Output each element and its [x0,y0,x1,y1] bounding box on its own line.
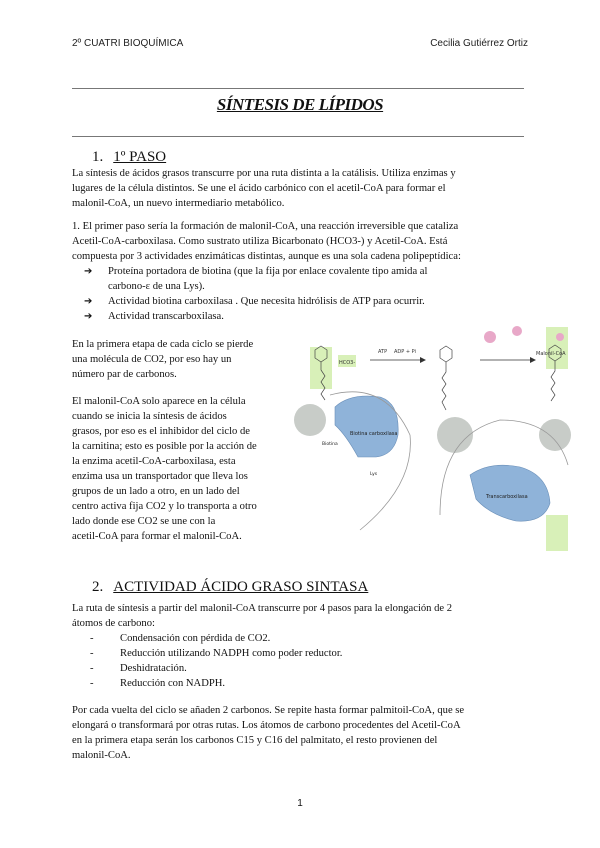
page-number: 1 [297,798,303,809]
list-item [72,294,427,309]
list-item [72,264,427,294]
section1-title: 1º PASO [113,149,167,165]
elongation-steps [72,631,342,691]
text-line: La síntesis de ácidos grasos transcurre por una ruta distinta a la catálisis. Utiliza enzimas y [72,168,456,179]
list-item-text: Actividad transcarboxilasa. [108,311,224,322]
text-line: la carnitina; esto es posible por la acción de [72,441,257,452]
section1-intro [72,166,528,211]
section1-number: 1. [92,149,104,165]
title-rule-bottom [72,136,524,137]
text-line: 1. El primer paso sería la formación de malonil-CoA, una reacción irreversible que cataliza [72,221,459,232]
acc-mechanism-figure [290,325,580,565]
page-title: SÍNTESIS DE LÍPIDOS [216,95,384,114]
section2-title: ACTIVIDAD ÁCIDO GRASO SINTASA [113,579,369,595]
activities-list [72,264,427,324]
section2-intro [72,601,528,631]
section2-heading [92,579,368,596]
list-item-text: Actividad biotina carboxilasa . Que necesita hidrólisis de ATP para ocurrir. [108,296,425,307]
header-left: 2º CUATRI BIOQUÍMICA [72,38,184,49]
text-line: lado donde ese CO2 se une con la [72,516,216,527]
enzyme-sphere-right [539,419,571,451]
section1-step [72,219,528,264]
arrow-1-head [420,357,426,363]
arrow-2-head [530,357,536,363]
left-column-b [72,394,292,544]
atp-label: ATP [378,349,388,355]
text-line: compuesta por 3 actividades enzimáticas distintas, aunque es una sola cadena polipeptídica: [72,251,461,262]
list-item: - Condensación con pérdida de CO2. [72,631,342,646]
text-line: En la primera etapa de cada ciclo se pierde [72,339,254,350]
section1-heading [92,149,166,166]
list-item-text: Proteína portadora de biotina (que la fija por enlace covalente tipo amida al [108,266,428,277]
biotin-highlight-bottom [546,515,568,551]
title-rule-top [72,88,524,89]
malonyl-highlight [546,327,568,369]
biotina-label: Biotina [322,442,338,447]
malonyl-marker [556,333,564,341]
text-line: en la primera etapa serán los carbonos C15 y C16 del palmitato, el resto provienen del [72,735,438,746]
text-line: malonil-CoA, un nuevo intermediario metabólico. [72,198,285,209]
list-item [72,309,427,324]
list-item: - Reducción utilizando NADPH como poder reductor. [72,646,342,661]
transcarboxilasa-label: Transcarboxilasa [486,494,528,500]
text-line: Acetil-CoA-carboxilasa. Como sustrato utiliza Bicarbonato (HCO3-) y Acetil-CoA. Está [72,236,448,247]
text-line: una molécula de CO2, por eso hay un [72,354,232,365]
list-item: - Deshidratación. [72,661,342,676]
list-item-text-cont: carbono-ε de una Lys). [108,281,205,292]
text-line: grasos, por eso es el inhibidor del ciclo de [72,426,250,437]
text-line: enzima usa un transportador que lleva los [72,471,248,482]
mechanism-diagram [290,325,580,565]
text-line: malonil-CoA. [72,750,131,761]
adp-label: ADP + Pi [394,349,416,355]
enzyme-sphere-middle [437,417,473,453]
section2-closing [72,703,528,763]
acetyl-marker [512,326,522,336]
header-right: Cecilia Gutiérrez Ortiz [430,38,528,49]
text-line: acetil-CoA para formar el malonil-CoA. [72,531,242,542]
text-line: El malonil-CoA solo aparece en la célula [72,396,246,407]
carboxybiotin-ring [440,346,452,362]
text-line: átomos de carbono: [72,618,155,629]
text-line: centro activa fija CO2 y lo transporta a otro [72,501,257,512]
carboxybiotin-chain [442,362,446,410]
text-line: lugares de la célula distintos. Se une el ácido carbónico con el acetil-CoA para formar el [72,183,446,194]
left-column-a [72,337,292,382]
enzyme-sphere-left [294,404,326,436]
malonyl-label: Malonil-CoA [536,351,566,357]
section2-number: 2. [92,579,104,595]
text-line: Por cada vuelta del ciclo se añaden 2 carbonos. Se repite hasta formar palmitoil-CoA, que se [72,705,465,716]
text-line: La ruta de síntesis a partir del malonil-CoA transcurre por 4 pasos para la elongación de 2 [72,603,453,614]
co2-marker [484,331,496,343]
text-line: número par de carbonos. [72,369,177,380]
text-line: elongará o transformará por otras rutas. Los átomos de carbono procedentes del Acetil-CoA [72,720,461,731]
text-line: grupos de un lado a otro, en un lado del [72,486,240,497]
hco3-label: HCO3- [339,360,356,366]
text-line: cuando se inicia la síntesis de ácidos [72,411,227,422]
carboxilasa-label: Biotina carboxilasa [350,431,398,437]
list-item: - Reducción con NADPH. [72,676,342,691]
lys-label: Lys [370,472,378,477]
text-line: la enzima acetil-CoA-carboxilasa, esta [72,456,236,467]
